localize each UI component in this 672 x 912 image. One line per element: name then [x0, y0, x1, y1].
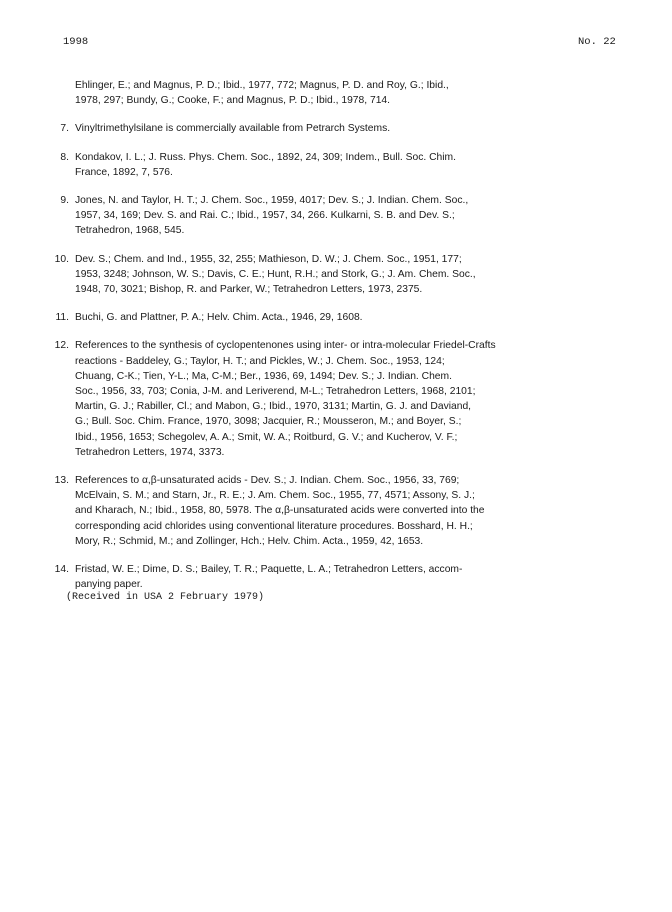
reference-line: Ehlinger, E.; and Magnus, P. D.; Ibid., 1977, 772; Magnus, P. D. and Roy, G.; Ibid., [75, 80, 449, 91]
reference-line: McElvain, S. M.; and Starn, Jr., R. E.; J. Am. Chem. Soc., 1955, 77, 4571; Assony, S. J.; [75, 490, 475, 502]
reference-entry [48, 562, 628, 592]
reference-line: reactions - Baddeley, G.; Taylor, H. T.; and Pickles, W.; J. Chem. Soc., 1953, 124; [75, 355, 445, 367]
reference-number: 14. [54, 564, 69, 576]
reference-line: Vinyltrimethylsilane is commercially available from Petrarch Systems. [75, 123, 391, 135]
reference-line: G.; Bull. Soc. Chim. France, 1970, 3098; Jacquier, R.; Mousseron, M.; and Boyer, S.; [75, 416, 462, 428]
reference-line: panying paper. [75, 579, 143, 591]
reference-text [75, 150, 628, 180]
reference-text [75, 338, 628, 460]
reference-entry [48, 150, 628, 180]
reference-number: 8. [60, 151, 69, 163]
reference-line: Chuang, C-K.; Tien, Y-L.; Ma, C-M.; Ber., 1936, 69, 1494; Dev. S.; J. Indian. Chem. [75, 370, 452, 382]
reference-line: Tetrahedron Letters, 1974, 3373. [75, 446, 225, 458]
reference-number: 9. [60, 195, 69, 207]
reference-line: Buchi, G. and Plattner, P. A.; Helv. Chim. Acta., 1946, 29, 1608. [75, 312, 363, 324]
reference-line: Tetrahedron, 1968, 545. [75, 225, 185, 237]
reference-number: 10. [54, 253, 69, 265]
reference-number: 7. [60, 123, 69, 135]
reference-text [75, 473, 628, 549]
reference-text [75, 121, 628, 136]
reference-text [75, 193, 628, 239]
reference-line: References to the synthesis of cyclopentenones using inter- or intra-molecular Friedel-Crafts [75, 340, 496, 352]
reference-line: 1978, 297; Bundy, G.; Cooke, F.; and Magnus, P. D.; Ibid., 1978, 714. [75, 95, 391, 107]
reference-list [48, 78, 628, 605]
received-date: (Received in USA 2 February 1979) [66, 592, 265, 603]
reference-line: Ibid., 1956, 1653; Schegolev, A. A.; Smit, W. A.; Roitburd, G. V.; and Kucherov, V. F.; [75, 431, 458, 443]
reference-number: 13. [54, 475, 69, 487]
reference-line: Jones, N. and Taylor, H. T.; J. Chem. Soc., 1959, 4017; Dev. S.; J. Indian. Chem. Soc., [75, 195, 469, 207]
reference-entry [48, 121, 628, 136]
reference-number: 12. [54, 340, 69, 352]
reference-text [75, 252, 628, 298]
reference-line: Fristad, W. E.; Dime, D. S.; Bailey, T. R.; Paquette, L. A.; Tetrahedron Letters, accom- [75, 564, 463, 576]
reference-line: and Kharach, N.; Ibid., 1958, 80, 5978. The α,β-unsaturated acids were converted into the [75, 505, 485, 517]
reference-line: Kondakov, I. L.; J. Russ. Phys. Chem. Soc., 1892, 24, 309; Indem., Bull. Soc. Chim. [75, 151, 456, 163]
reference-line: References to α,β-unsaturated acids - Dev. S.; J. Indian. Chem. Soc., 1956, 33, 769; [75, 475, 460, 487]
reference-entry [48, 473, 628, 549]
reference-entry [48, 338, 628, 460]
reference-line: Martin, G. J.; Rabiller, Cl.; and Mabon, G.; Ibid., 1970, 3131; Martin, G. J. and Daviand, [75, 401, 472, 413]
reference-entry [48, 193, 628, 239]
reference-entry [48, 252, 628, 298]
reference-line: France, 1892, 7, 576. [75, 166, 173, 178]
reference-line: 1948, 70, 3021; Bishop, R. and Parker, W.; Tetrahedron Letters, 1973, 2375. [75, 284, 423, 296]
reference-text [75, 562, 628, 592]
reference-text [75, 78, 628, 108]
reference-line: 1957, 34, 169; Dev. S. and Rai. C.; Ibid., 1957, 34, 266. Kulkarni, S. B. and Dev. S.; [75, 210, 455, 222]
page-number: 1998 [63, 36, 89, 48]
reference-line: Dev. S.; Chem. and Ind., 1955, 32, 255; Mathieson, D. W.; J. Chem. Soc., 1951, 177; [75, 253, 462, 265]
reference-number: 11. [55, 312, 69, 324]
reference-text [75, 310, 628, 325]
issue-number: No. 22 [578, 36, 616, 48]
reference-entry [48, 310, 628, 325]
reference-line: Soc., 1956, 33, 703; Conia, J-M. and Leriverend, M-L.; Tetrahedron Letters, 1968, 2101; [75, 386, 476, 398]
reference-entry [48, 78, 628, 108]
reference-line: Mory, R.; Schmid, M.; and Zollinger, Hch.; Helv. Chim. Acta., 1959, 42, 1653. [75, 535, 424, 547]
reference-line: 1953, 3248; Johnson, W. S.; Davis, C. E.; Hunt, R.H.; and Stork, G.; J. Am. Chem. Soc., [75, 268, 476, 280]
reference-line: corresponding acid chlorides using conventional literature procedures. Bosshard, H. H.; [75, 520, 473, 532]
